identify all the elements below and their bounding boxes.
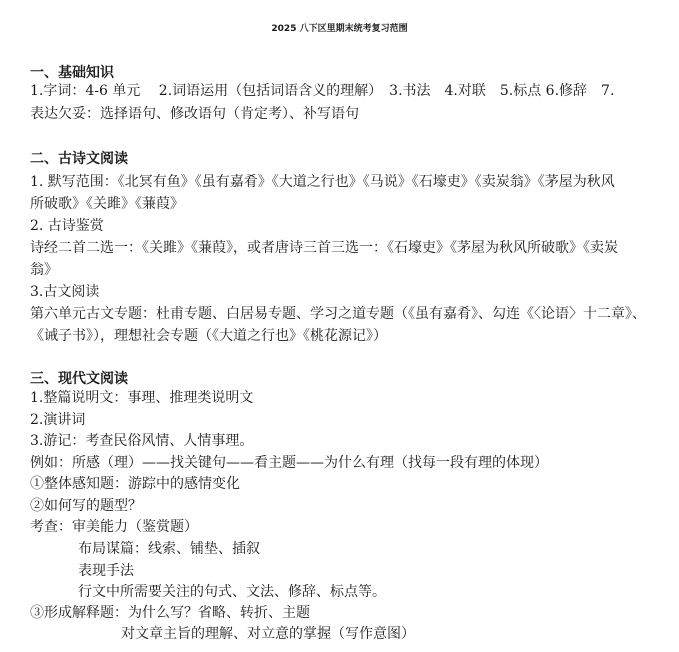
explanation-question-point: ③形成解释题：为什么写？省略、转折、主题 [30, 605, 310, 621]
dictation-scope-line-2: 所破歌》《关雎》《蒹葭》 [30, 196, 184, 212]
sentence-focus-line: 行文中所需要关注的句式、文法、修辞、标点等。 [78, 584, 386, 600]
dictation-scope-line-1: 1. 默写范围：《北冥有鱼》《虽有嘉肴》《大道之行也》《马说》《石壕吏》《卖炭翁》《茅屋为秋风 [30, 174, 615, 190]
example-line: 例如：所感（理）——找关键句——看主题——为什么有理（找每一段有理的体现） [30, 455, 548, 471]
expression-technique-line: 表现手法 [78, 563, 134, 579]
expository-text-item: 1.整篇说明文：事理、推理类说明文 [30, 390, 254, 406]
travelogue-item: 3.游记：考查民俗风情、人情事理。 [30, 433, 254, 449]
classical-prose-line-2: 《诫子书》），理想社会专题（《大道之行也》《桃花源记》） [30, 328, 387, 344]
section-heading-modern-reading: 三、现代文阅读 [30, 371, 128, 387]
classical-prose-line-1: 第六单元古文专题：杜甫专题、白居易专题、学习之道专题（《虽有嘉肴》、勾连《〈论语〉十二章》、 [30, 306, 646, 322]
section-heading-classical-reading: 二、古诗文阅读 [30, 151, 128, 167]
how-written-point: ②如何写的题型？ [30, 498, 142, 514]
classical-prose-title: 3.古文阅读 [30, 284, 100, 300]
document-title: 2025 八下区里期末统考复习范围 [271, 24, 408, 34]
exam-aesthetic-ability: 考查：审美能力（鉴赏题） [30, 519, 198, 535]
poetry-appreciation-title: 2. 古诗鉴赏 [30, 218, 104, 234]
poetry-appreciation-line-1: 诗经二首二选一：《关雎》《蒹葭》，或者唐诗三首三选一：《石壕吏》《茅屋为秋风所破歌》《卖炭 [30, 240, 618, 256]
overall-perception-point: ①整体感知题：游踪中的感情变化 [30, 476, 240, 492]
poetry-appreciation-line-2: 翁》 [30, 262, 58, 278]
theme-understanding-line: 对文章主旨的理解、对立意的掌握（写作意图） [121, 626, 415, 642]
layout-structure-line: 布局谋篇：线索、铺垫、插叙 [78, 541, 260, 557]
speech-item: 2.演讲词 [30, 412, 86, 428]
section-heading-basic-knowledge: 一、基础知识 [30, 65, 114, 81]
basic-knowledge-items-line-1: 1.字词：4-6 单元 2.词语运用（包括词语含义的理解） 3.书法 4.对联 5.标点 6.修辞 7. [30, 83, 615, 99]
basic-knowledge-items-line-2: 表达欠妥：选择语句、修改语句（肯定考）、补写语句 [30, 106, 359, 122]
